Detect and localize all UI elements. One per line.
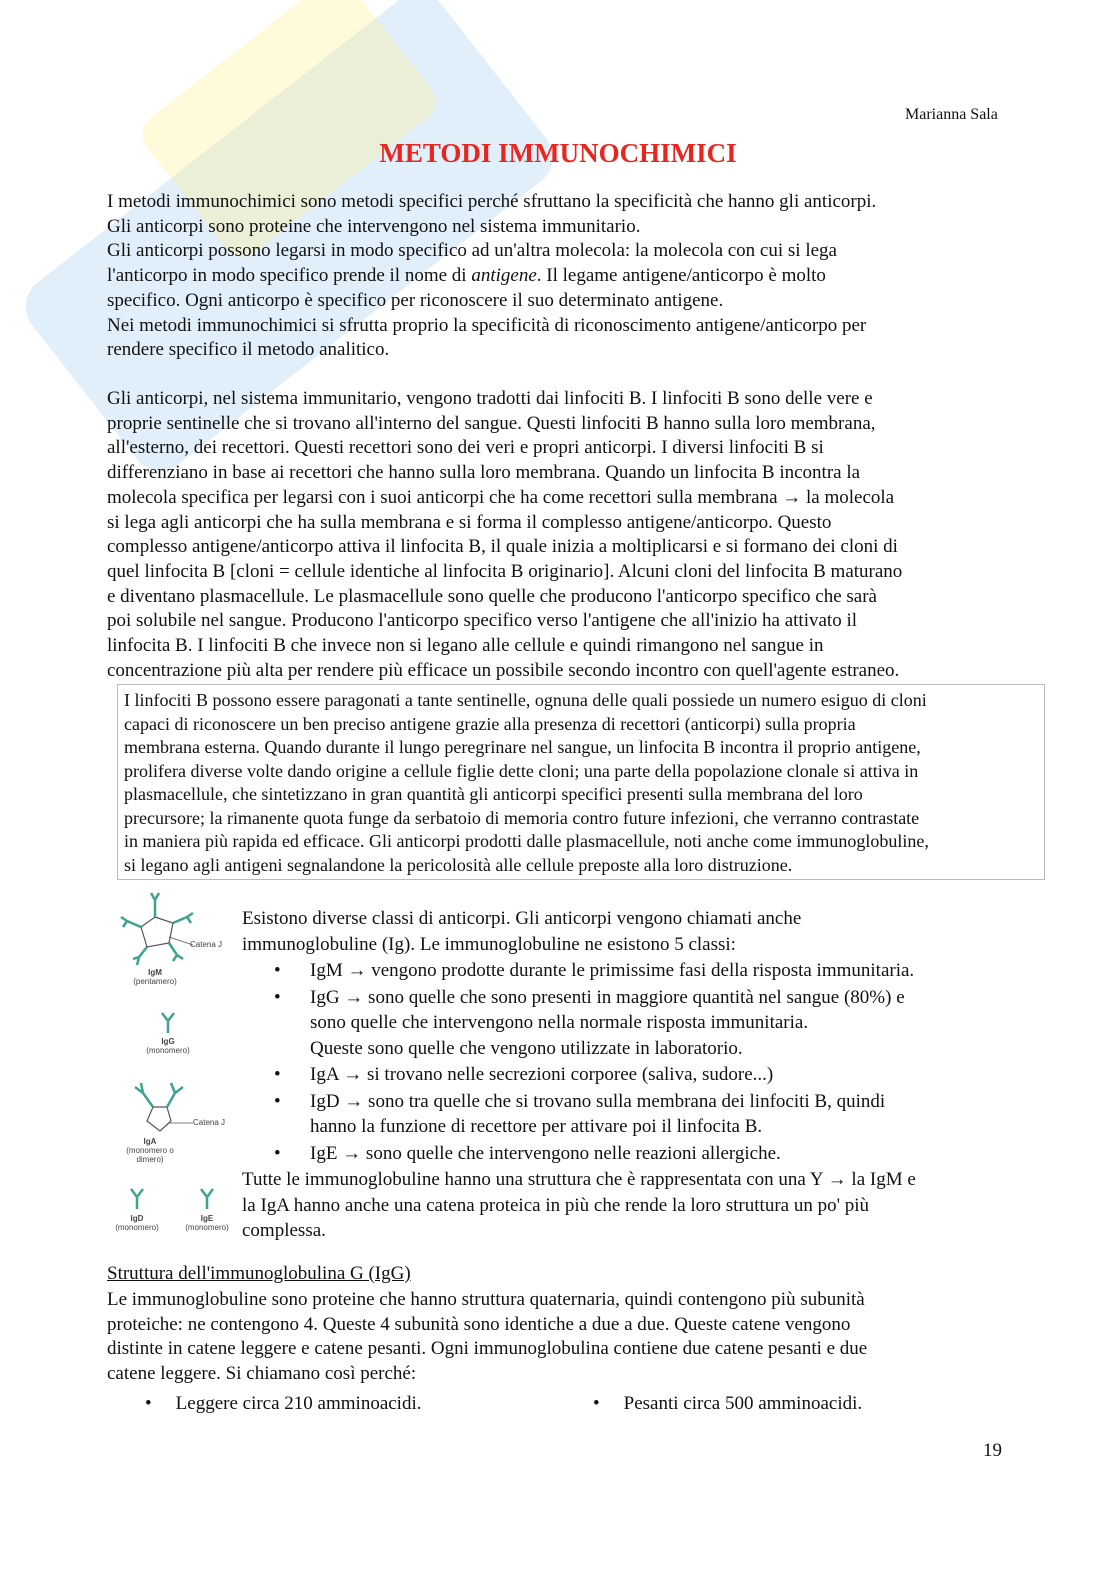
igd-label: IgD xyxy=(130,1214,144,1223)
bullet-text: Leggere circa 210 amminoacidi. xyxy=(175,1393,422,1414)
text-line: linfocita B. I linfociti B che invece non si legano alle cellule e quindi rimangono nel sangue in xyxy=(107,635,824,657)
immunoglobulin-figure xyxy=(105,885,250,1240)
text-line: I linfociti B possono essere paragonati a tante sentinelle, ognuna delle quali possiede un numero esiguo di cloni xyxy=(124,690,927,710)
igm-label: IgM xyxy=(148,968,162,977)
ige-desc: (monomero) xyxy=(185,1223,229,1232)
text-line: Esistono diverse classi di anticorpi. Gli anticorpi vengono chiamati anche xyxy=(242,908,802,929)
bullet-light-chains: • Leggere circa 210 amminoacidi. xyxy=(145,1393,422,1414)
text-line: all'esterno, dei recettori. Questi recettori sono dei veri e propri anticorpi. I diversi linfociti B si xyxy=(107,437,824,459)
text-line: quel linfocita B [cloni = cellule identiche al linfocita B originario]. Alcuni cloni del linfocita B maturano xyxy=(107,560,903,582)
ig-class-item xyxy=(242,1062,916,1088)
igg-desc: (monomero) xyxy=(146,1046,190,1055)
section-heading-igg: Struttura dell'immunoglobulina G (IgG) xyxy=(107,1263,411,1284)
text-line: plasmacellule, che sintetizzano in gran quantità gli anticorpi specifici presenti sulla membrana del loro xyxy=(124,784,863,804)
igm-desc: (pentamero) xyxy=(133,977,177,986)
iga-desc: (monomero o dimero) xyxy=(126,1146,174,1164)
text-line: IgD → sono tra quelle che si trovano sulla membrana dei linfociti B, quindi xyxy=(310,1090,886,1112)
text-line: Gli anticorpi, nel sistema immunitario, vengono tradotti dai linfociti B. I linfociti B sono delle vere e xyxy=(107,388,873,409)
text-line: IgE → sono quelle che intervengono nelle reazioni allergiche. xyxy=(310,1142,781,1164)
iga-label: IgA xyxy=(143,1137,157,1146)
text-line: complesso antigene/anticorpo attiva il linfocita B, il quale inizia a moltiplicarsi e si formano dei cloni di xyxy=(107,536,898,558)
igg-label: IgG xyxy=(161,1037,175,1046)
text-line: catene leggere. Si chiamano così perché: xyxy=(107,1363,417,1385)
text-line: complessa. xyxy=(242,1220,326,1241)
author-name: Marianna Sala xyxy=(905,106,998,123)
text-line: differenziano in base ai recettori che hanno sulla loro membrana. Quando un linfocita B incontra la xyxy=(107,462,861,484)
page-title: METODI IMMUNOCHIMICI xyxy=(379,138,737,168)
ig-class-item xyxy=(242,985,916,1062)
page-number: 19 xyxy=(983,1440,1002,1461)
iga-dimer-icon xyxy=(135,1083,193,1131)
bullet-icon: • xyxy=(274,1064,281,1085)
ig-class-item xyxy=(242,1141,916,1167)
text-line: precursore; la rimanente quota funge da serbatoio di memoria contro future infezioni, che verranno contrastate xyxy=(124,807,920,828)
text-line: e diventano plasmacellule. Le plasmacellule sono quelle che producono l'anticorpo specifico che sarà xyxy=(107,585,877,607)
text-line: Gli anticorpi possono legarsi in modo specifico ad un'altra molecola: la molecola con cui si lega xyxy=(107,240,837,262)
text-line: molecola specifica per legarsi con i suoi anticorpi che ha come recettori sulla membrana → la molecola xyxy=(107,486,895,508)
text-line: IgA → si trovano nelle secrezioni corporee (saliva, sudore...) xyxy=(310,1064,774,1085)
bullet-heavy-chains: • Pesanti circa 500 amminoacidi. xyxy=(593,1393,863,1414)
text-line: IgM → vengono prodotte durante le primissime fasi della risposta immunitaria. xyxy=(310,960,915,981)
text-line: poi solubile nel sangue. Producono l'anticorpo specifico verso l'antigene che all'inizio ha attivato il xyxy=(107,610,858,632)
text-line: rendere specifico il metodo analitico. xyxy=(107,339,390,361)
quote-box xyxy=(117,684,1045,880)
text-line: immunoglobuline (Ig). Le immunoglobuline ne esistono 5 classi: xyxy=(242,933,736,955)
text-line: in maniera più rapida ed efficace. Gli anticorpi prodotti dalle plasmacellule, noti anche come immunoglobuline, xyxy=(124,831,929,851)
igm-chain-label: Catena J xyxy=(190,940,223,949)
igm-pentamer-icon xyxy=(121,893,193,965)
bullet-icon: • xyxy=(274,986,281,1008)
bullet-icon: • xyxy=(274,960,281,981)
ig-classes-section xyxy=(242,906,916,1244)
text-line: concentrazione più alta per rendere più efficace un possibile secondo incontro con quell'agente estraneo. xyxy=(107,659,900,681)
intro-paragraph xyxy=(107,190,876,363)
text-line: sono quelle che intervengono nella normale risposta immunitaria. xyxy=(310,1012,809,1033)
text-line: Queste sono quelle che vengono utilizzate in laboratorio. xyxy=(310,1037,743,1059)
text-line: membrana esterna. Quando durante il lungo peregrinare nel sangue, un linfocita B incontra il proprio antigene, xyxy=(124,737,921,757)
text-line: specifico. Ogni anticorpo è specifico per riconoscere il suo determinato antigene. xyxy=(107,289,724,311)
iga-chain-label: Catena J xyxy=(193,1118,226,1127)
text-line: si legano agli antigeni segnalandone la pericolosità alle cellule preposte alla loro distruzione. xyxy=(124,854,793,875)
text-line: proteiche: ne contengono 4. Queste 4 subunità sono identiche a due a due. Queste catene vengono xyxy=(107,1313,851,1335)
text-line: Nei metodi immunochimici si sfrutta proprio la specificità di riconoscimento antigene/anticorpo per xyxy=(107,314,867,336)
igd-monomer-icon xyxy=(131,1189,143,1209)
text-line: distinte in catene leggere e catene pesanti. Ogni immunoglobulina contiene due catene pesanti e due xyxy=(107,1338,868,1360)
text-line: hanno la funzione di recettore per attivare poi il linfocita B. xyxy=(310,1116,763,1137)
text-line: prolifera diverse volte dando origine a cellule figlie dette cloni; una parte della popolazione clonale si attiva in xyxy=(124,760,919,781)
text-line: capaci di riconoscere un ben preciso antigene grazie alla presenza di recettori (anticorpi) sulla propria xyxy=(124,713,856,734)
text-line: Tutte le immunoglobuline hanno una struttura che è rappresentata con una Y → la IgM e xyxy=(242,1169,916,1190)
igg-monomer-icon xyxy=(162,1013,174,1033)
ig-class-item xyxy=(242,958,916,984)
igg-paragraph xyxy=(107,1288,867,1387)
ige-label: IgE xyxy=(200,1214,214,1223)
text-line: proprie sentinelle che si trovano all'interno del sangue. Questi linfociti B hanno sulla loro membrana, xyxy=(107,412,876,434)
linfociti-paragraph xyxy=(107,387,902,683)
text-line: si lega agli anticorpi che ha sulla membrana e si forma il complesso antigene/anticorpo. Questo xyxy=(107,511,832,533)
text-line: la IgA hanno anche una catena proteica in più che rende la loro struttura un po' più xyxy=(242,1194,870,1216)
text-line: l'anticorpo in modo specifico prende il nome di antigene. Il legame antigene/anticorpo è molto xyxy=(107,265,826,287)
text-line: I metodi immunochimici sono metodi specifici perché sfruttano la specificità che hanno gli anticorpi. xyxy=(107,191,877,212)
bullet-icon: • xyxy=(274,1142,281,1164)
text-line: Le immunoglobuline sono proteine che hanno struttura quaternaria, quindi contengono più subunità xyxy=(107,1289,865,1310)
text-line: Gli anticorpi sono proteine che intervengono nel sistema immunitario. xyxy=(107,215,641,237)
bullet-text: Pesanti circa 500 amminoacidi. xyxy=(623,1393,863,1414)
ig-class-item xyxy=(242,1089,916,1140)
igd-desc: (monomero) xyxy=(115,1223,159,1232)
bullet-icon: • xyxy=(274,1090,281,1112)
text-line: IgG → sono quelle che sono presenti in maggiore quantità nel sangue (80%) e xyxy=(310,986,905,1008)
ige-monomer-icon xyxy=(201,1189,213,1209)
